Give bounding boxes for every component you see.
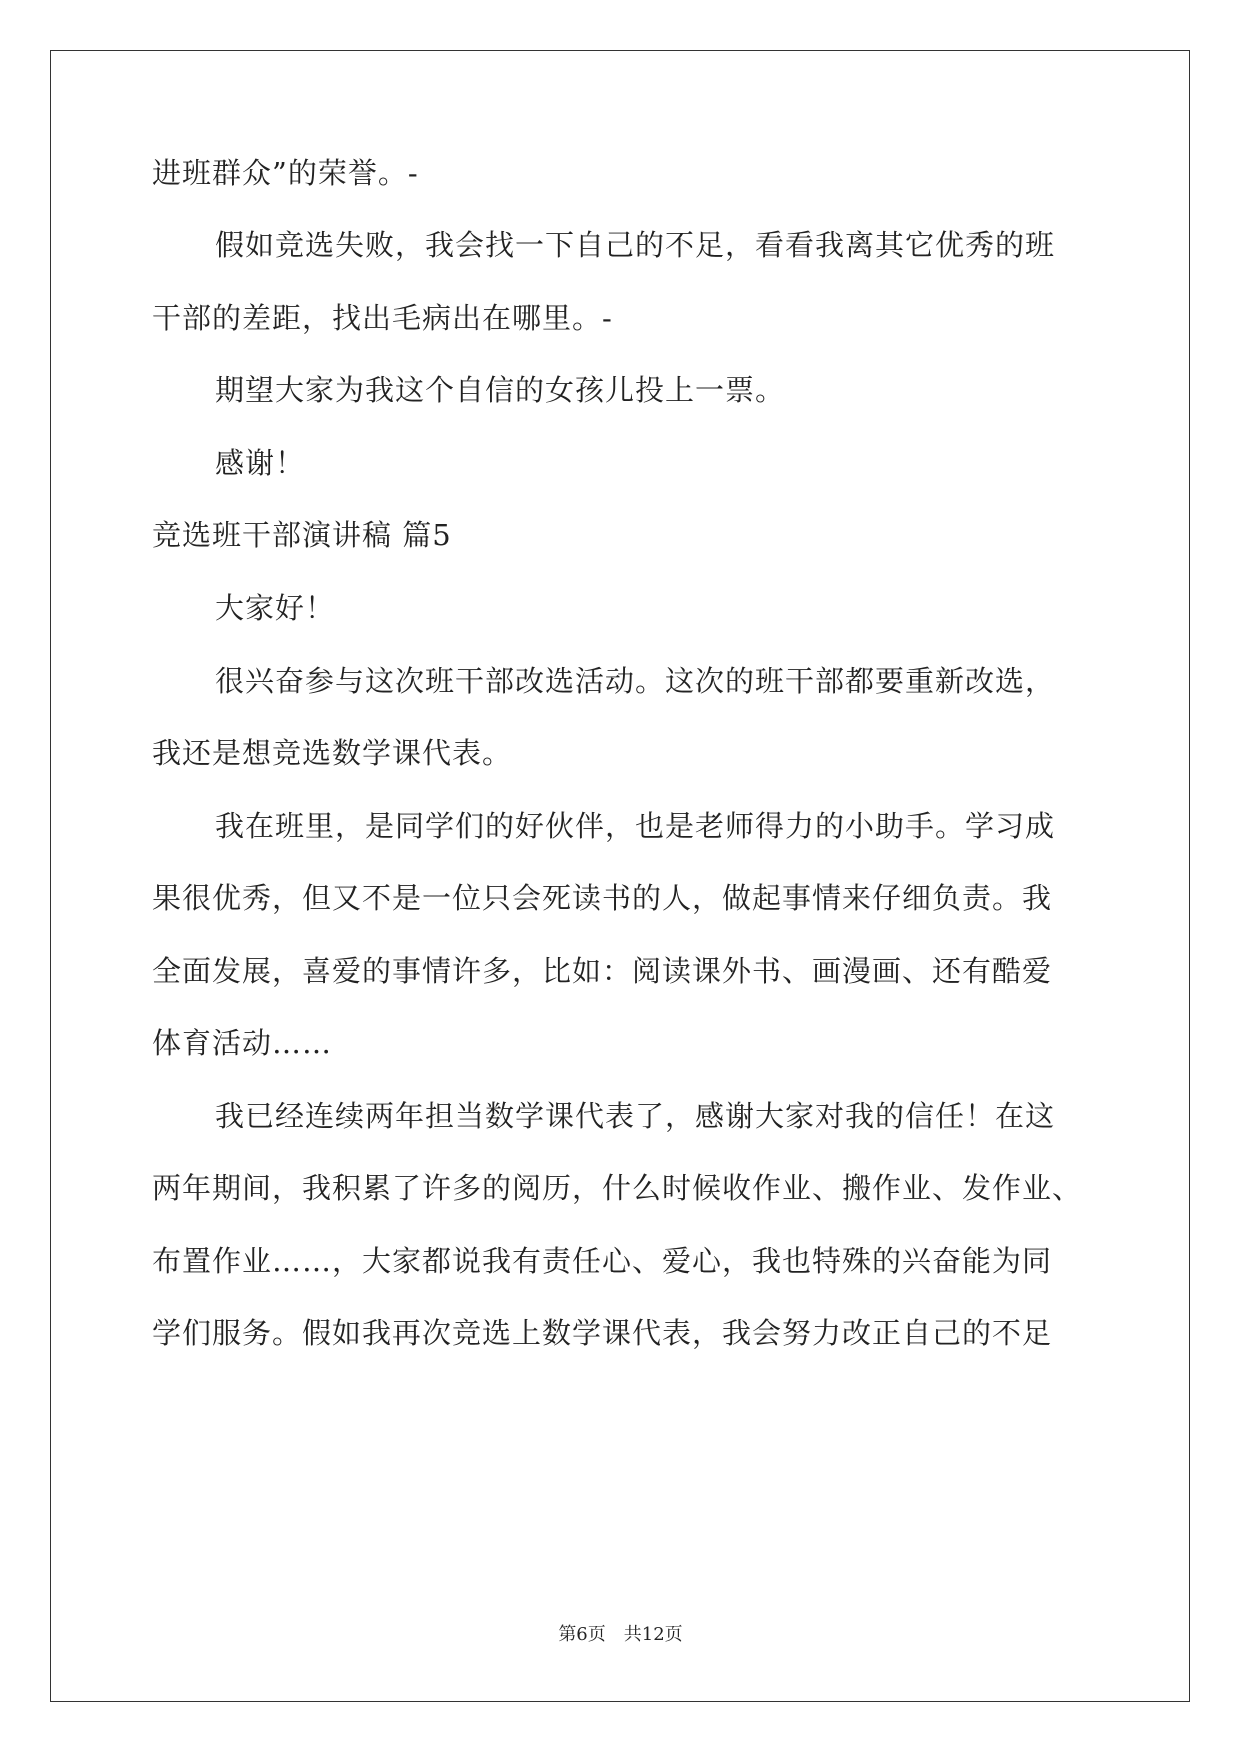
text-line: 感谢！ <box>215 446 306 480</box>
text-line: 体育活动…… <box>152 1026 333 1060</box>
text-line: 全面发展，喜爱的事情许多，比如：阅读课外书、画漫画、还有酷爱 <box>152 954 1053 988</box>
text-line: 学们服务。假如我再次竞选上数学课代表，我会努力改正自己的不足 <box>152 1316 1053 1350</box>
text-line: 大家好！ <box>215 591 336 625</box>
text-line: 两年期间，我积累了许多的阅历，什么时候收作业、搬作业、发作业、 <box>152 1171 1083 1205</box>
page-number-footer: 第6页 共12页 <box>558 1624 683 1645</box>
text-line: 布置作业……，大家都说我有责任心、爱心，我也特殊的兴奋能为同 <box>152 1244 1053 1278</box>
text-line: 干部的差距，找出毛病出在哪里。- <box>152 301 613 335</box>
text-line: 我在班里，是同学们的好伙伴，也是老师得力的小助手。学习成 <box>215 809 1056 843</box>
section-heading: 竞选班干部演讲稿 篇5 <box>152 518 452 552</box>
text-line: 果很优秀，但又不是一位只会死读书的人，做起事情来仔细负责。我 <box>152 881 1053 915</box>
text-line: 进班群众”的荣誉。- <box>152 156 419 190</box>
text-line: 期望大家为我这个自信的女孩儿投上一票。 <box>215 373 786 407</box>
text-line: 假如竞选失败，我会找一下自己的不足，看看我离其它优秀的班 <box>215 228 1056 262</box>
text-line: 很兴奋参与这次班干部改选活动。这次的班干部都要重新改选， <box>215 664 1056 698</box>
text-line: 我还是想竞选数学课代表。 <box>152 736 513 770</box>
text-line: 我已经连续两年担当数学课代表了，感谢大家对我的信任！在这 <box>215 1099 1056 1133</box>
